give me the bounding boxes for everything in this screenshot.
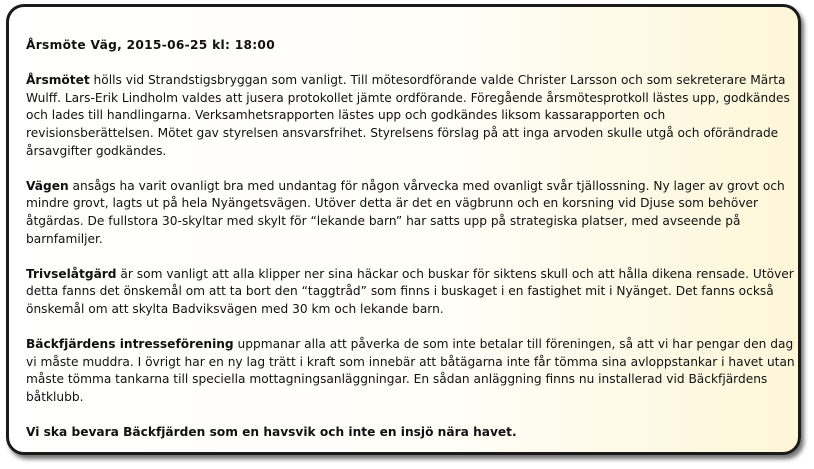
paragraph-vagen — [26, 178, 796, 248]
paragraph-trivselatgard — [26, 266, 796, 319]
paragraph-lead: Vägen — [26, 178, 69, 193]
paragraph-intresseforening — [26, 336, 796, 406]
meeting-heading: Årsmöte Väg, 2015-06-25 kl: 18:00 — [26, 38, 275, 52]
paragraph-text: är som vanligt att alla klipper ner sina häckar och buskar för siktens skull och att hålla dikena rensade. Utöver detta fanns det önskemål om att ta bort den “taggtråd” som finns i buskaget i en fastighet mit i Nyänget. Det fanns också önskemål om att skylta Badviksvägen med 30 km och lekande barn. — [26, 266, 794, 316]
paragraph-lead: Årsmötet — [26, 73, 90, 88]
closing-statement: Vi ska bevara Bäckfjärden som en havsvik och inte en insjö nära havet. — [26, 425, 517, 440]
paragraph-lead: Trivselåtgärd — [26, 266, 117, 281]
paragraph-arsmotet — [26, 72, 796, 160]
paragraph-text: uppmanar alla att påverka de som inte betalar till föreningen, så att vi har pengar den dag vi måste muddra. I övrigt har en ny lag trätt i kraft som innebär att båtägarna inte får tömma sina avloppstankar i havet utan måste tömma tankarna till speciella mottagningsanläggningar. En sådan anläggning finns nu installerad vid Bäckfjärdens båtklubb. — [26, 337, 795, 404]
paragraph-text: hölls vid Strandstigsbryggan som vanligt. Till mötesordförande valde Christer Larsson och som sekreterare Märta Wulff. Lars-Erik Lindholm valdes att jusera protokollet jämte ordförande. Föregående årsmötesprotkoll lästes upp, godkändes och lades till handlingarna. Verksamhetsrapporten lästes upp och godkändes liksom kassarapporten och revisionsberättelsen. Mötet gav styrelsen ansvarsfrihet. Styrelsens förslag på att inga arvoden skulle utgå och oförändrade årsavgifter godkändes. — [26, 73, 790, 158]
document-body — [26, 37, 796, 442]
document-card — [6, 4, 801, 455]
paragraph-lead: Bäckfjärdens intresseförening — [26, 337, 234, 352]
paragraph-text: ansågs ha varit ovanligt bra med undantag för någon vårvecka med ovanligt svår tjällossning. Ny lager av grovt och mindre grovt, lagts ut på hela Nyängetsvägen. Utöver detta är det en vägbrunn och en korsning vid Djuse som behöver åtgärdas. De fullstora 30-skyltar med skylt för “lekande barn” har satts upp på strategiska platser, med avseende på barnfamiljer. — [26, 178, 785, 246]
